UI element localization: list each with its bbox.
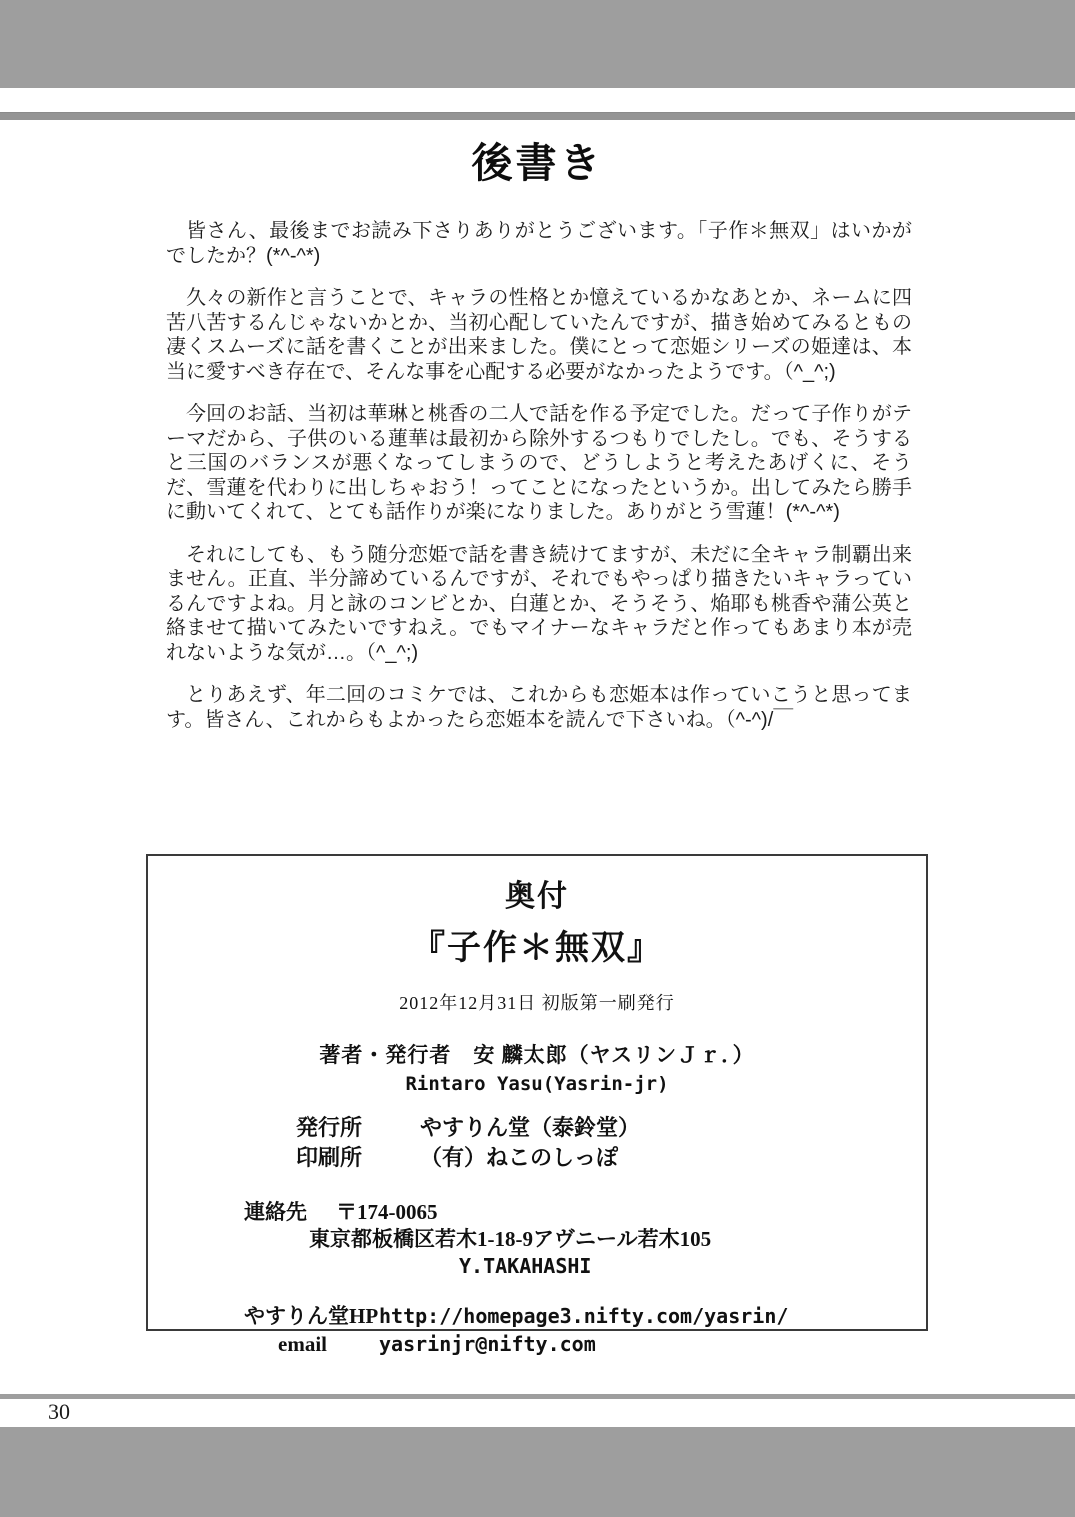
bottom-gray-band — [0, 1427, 1075, 1517]
top-gray-band — [0, 0, 1075, 88]
afterword-body — [166, 219, 912, 750]
afterword-paragraph: とりあえず、年二回のコミケでは、これからも恋姫本は作っていこうと思ってます。皆さん、これからもよかったら恋姫本を読んで下さいね。（^-^)/￣ — [166, 684, 912, 731]
printer-label: 印刷所 — [296, 1145, 363, 1170]
printer-row — [296, 1143, 926, 1173]
website-url: http://homepage3.nifty.com/yasrin/ — [379, 1304, 789, 1328]
book-title: 『子作＊無双』 — [411, 930, 663, 967]
postal-code: 〒174-0065 — [336, 1200, 438, 1224]
printer-value: （有）ねこのしっぽ — [420, 1145, 619, 1170]
page-title: 後書き — [471, 140, 604, 186]
publisher-row — [296, 1113, 926, 1143]
publisher-block — [296, 1113, 926, 1173]
contact-address: 東京都板橋区若木1-18-9アヴニール若木105 — [309, 1227, 712, 1251]
website-label: やすりん堂HP — [244, 1304, 379, 1328]
afterword-paragraph: 今回のお話、当初は華琳と桃香の二人で話を作る予定でした。だって子作りがテーマだから、子供のいる蓮華は最初から除外するつもりでしたし。でも、そうすると三国のバランスが悪くなってしまうので、どうしようと考えたあげくに、そうだ、雪蓮を代わりに出しちゃおう！ってことになったというか。出してみたら勝手に動いてくれて、とても話作りが楽になりました。ありがとう雪蓮！(*^-^*) — [166, 403, 912, 523]
author-line: 著者・発行者 安 麟太郎（ヤスリンＪｒ．） — [319, 1043, 755, 1067]
colophon-heading: 奥付 — [505, 880, 569, 913]
contact-name: Y.TAKAHASHI — [459, 1254, 592, 1278]
edition-date: 2012年12月31日 初版第一刷発行 — [399, 993, 675, 1013]
contact-block — [148, 1199, 926, 1280]
publisher-value: やすりん堂（泰鈴堂） — [420, 1115, 641, 1140]
top-divider-rule — [0, 112, 1075, 120]
email-row — [244, 1330, 926, 1358]
afterword-paragraph: それにしても、もう随分恋姫で話を書き続けてますが、未だに全キャラ制覇出来ません。正直、半分諦めているんですが、それでもやっぱり描きたいキャラっているんですよね。月と詠のコンビとか、白蓮とか、そうそう、焔耶も桃香や蒲公英と絡ませて描いてみたいですねえ。でもマイナーなキャラだと作ってもあまり本が売れないような気が…。（^_^;) — [166, 543, 912, 664]
email-value: yasrinjr@nifty.com — [379, 1332, 596, 1356]
contact-row — [244, 1199, 926, 1226]
afterword-paragraph: 皆さん、最後までお読み下さりありがとうございます。「子作＊無双」はいかがでしたか？(*^-^*) — [166, 220, 912, 267]
website-row — [244, 1302, 926, 1330]
publisher-label: 発行所 — [296, 1115, 363, 1140]
bottom-divider-rule — [0, 1394, 1075, 1399]
web-block — [148, 1302, 926, 1358]
colophon-box — [146, 854, 928, 1356]
email-label: email — [278, 1332, 327, 1356]
author-romaji: Rintaro Yasu(Yasrin-jr) — [405, 1073, 669, 1095]
afterword-paragraph: 久々の新作と言うことで、キャラの性格とか憶えているかなあとか、ネームに四苦八苦するんじゃないかとか、当初心配していたんですが、描き始めてみるともの凄くスムーズに話を書くことが出来ました。僕にとって恋姫シリーズの姫達は、本当に愛すべき存在で、そんな事を心配する必要がなかったようです。（^_^;) — [166, 287, 912, 383]
contact-label: 連絡先 — [244, 1200, 307, 1224]
page-number: 30 — [48, 1399, 70, 1424]
